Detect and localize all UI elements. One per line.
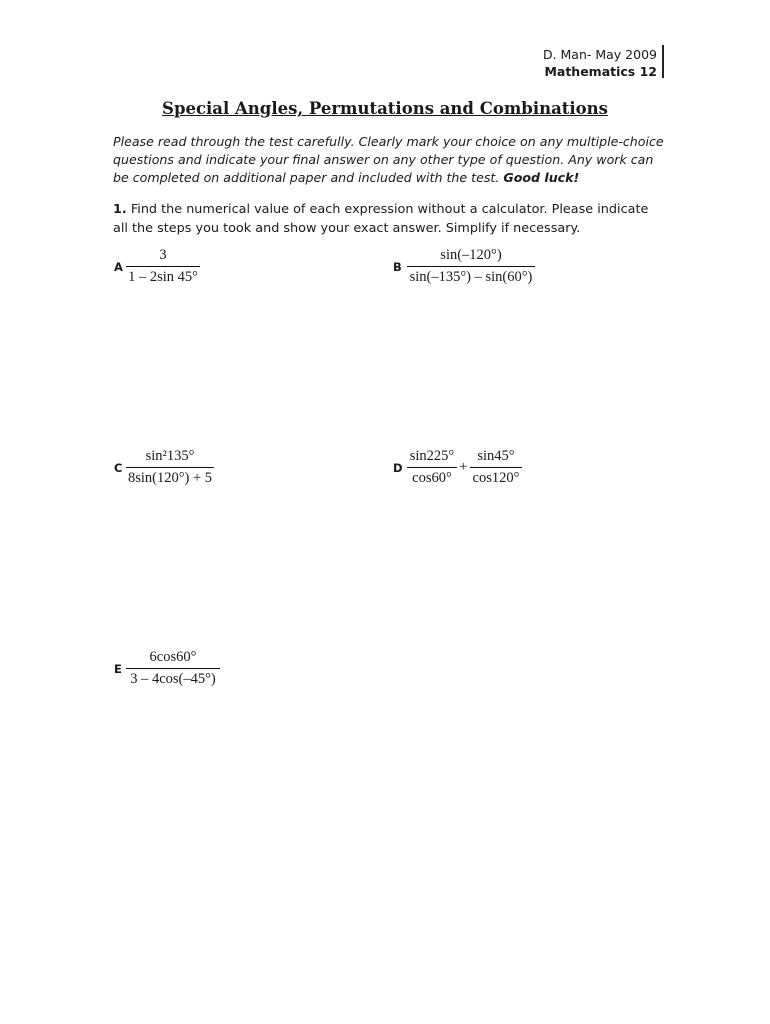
page-title: Special Angles, Permutations and Combinations <box>162 99 608 118</box>
fraction-bar <box>407 266 535 267</box>
problem-a-numerator: 3 <box>159 247 167 263</box>
fraction-bar <box>126 467 214 468</box>
problem-b-label: B <box>393 260 402 274</box>
problem-e-numerator: 6cos60° <box>149 649 197 665</box>
problem-e-denominator: 3 – 4cos(–45°) <box>130 671 216 687</box>
problem-d-fraction-2 <box>470 448 522 487</box>
question-number: 1. <box>113 202 127 217</box>
instructions-line-3 <box>113 169 673 187</box>
problem-e-fraction <box>126 649 220 688</box>
question-1-line-1 <box>113 200 673 219</box>
instructions <box>113 133 673 187</box>
author-date: D. Man- May 2009 <box>542 47 657 62</box>
question-1 <box>113 200 673 238</box>
problem-d-label: D <box>393 461 403 475</box>
instructions-line-2: questions and indicate your final answer on any other type of question. Any work can <box>113 152 654 167</box>
problem-c-numerator: sin²135° <box>145 448 195 464</box>
problem-d-numerator-1: sin225° <box>409 448 455 464</box>
problem-d-numerator-2: sin45° <box>477 448 515 464</box>
problem-c-fraction <box>126 448 214 487</box>
fraction-bar <box>126 668 220 669</box>
problem-a-fraction <box>126 247 200 286</box>
fraction-bar <box>470 467 522 468</box>
header-divider <box>662 45 664 78</box>
header <box>543 46 657 80</box>
problem-b-fraction <box>407 247 535 286</box>
problem-c-label: C <box>114 461 123 475</box>
plus-sign: + <box>459 459 468 475</box>
problem-e-label: E <box>114 662 122 676</box>
fraction-bar <box>407 467 457 468</box>
question-1-line-2: all the steps you took and show your exact answer. Simplify if necessary. <box>113 221 581 236</box>
problem-d-denominator-1: cos60° <box>412 470 452 486</box>
problem-c-denominator: 8sin(120°) + 5 <box>128 470 213 486</box>
fraction-bar <box>126 266 200 267</box>
instructions-line-3-text: be completed on additional paper and included with the test. <box>113 170 504 185</box>
problem-b-denominator: sin(–135°) – sin(60°) <box>409 269 533 285</box>
problem-d-fraction-1 <box>407 448 457 487</box>
problem-a-label: A <box>114 260 123 274</box>
instructions-line-1: Please read through the test carefully. Clearly mark your choice on any multiple-choice <box>113 134 664 149</box>
problem-a-denominator: 1 – 2sin 45° <box>128 269 198 285</box>
problem-b-numerator: sin(–120°) <box>440 247 502 263</box>
course-name: Mathematics 12 <box>544 64 657 79</box>
good-luck-text: Good luck! <box>503 170 580 185</box>
problem-d-denominator-2: cos120° <box>472 470 520 486</box>
question-1-text: Find the numerical value of each expression without a calculator. Please indicate <box>126 202 649 217</box>
